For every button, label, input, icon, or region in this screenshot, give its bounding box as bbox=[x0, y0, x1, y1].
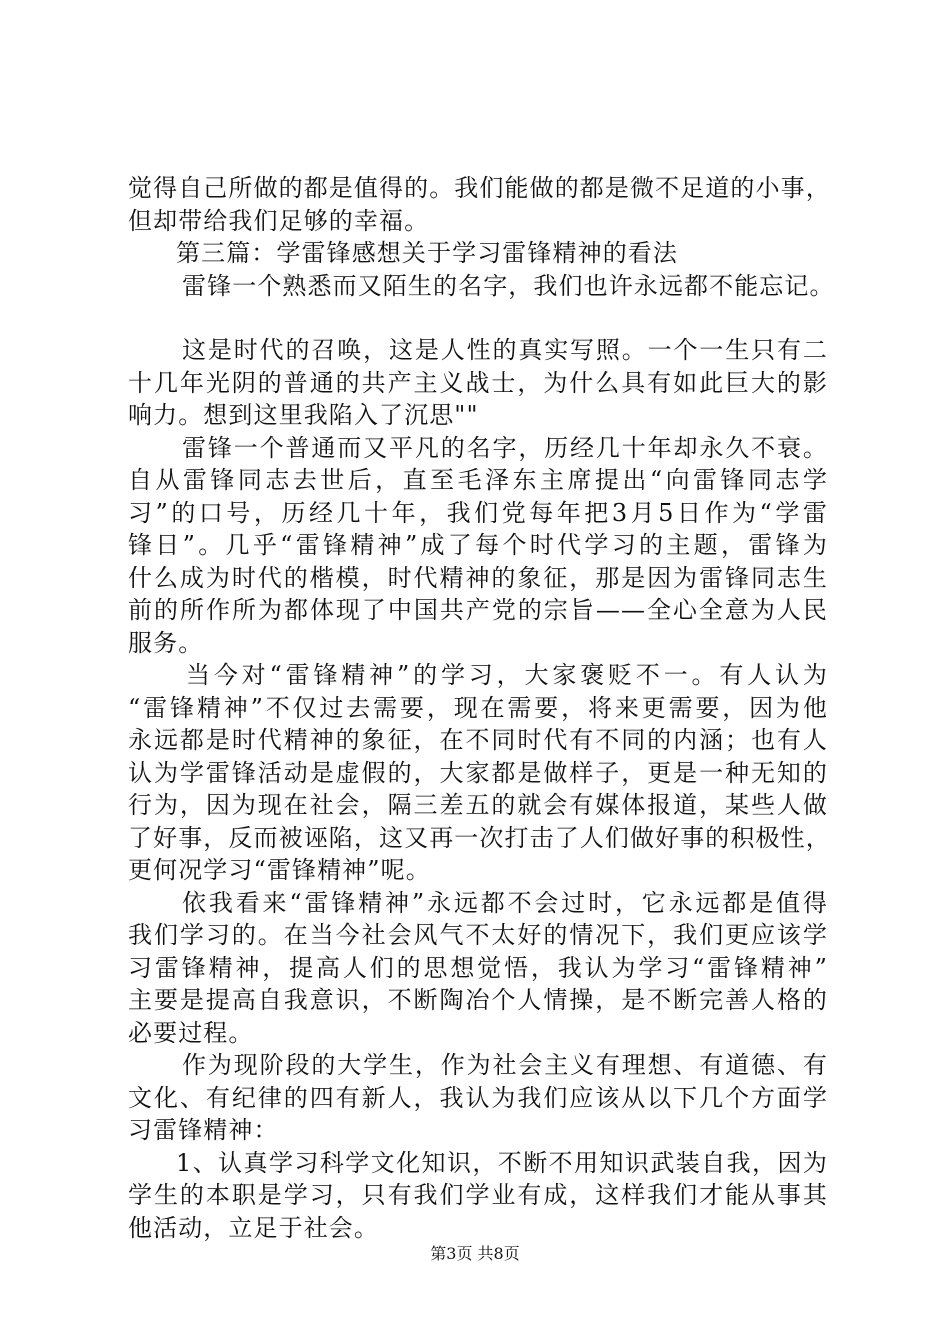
text-line: 响力。想到这里我陷入了沉思"" bbox=[128, 401, 479, 429]
paragraph-intro bbox=[128, 270, 835, 303]
text-line: 我们学习的。在当今社会风气不太好的情况下，我们更应该学 bbox=[128, 921, 828, 949]
text-line: 主要是提高自我意识，不断陶冶个人情操，是不断完善人格的 bbox=[128, 986, 828, 1014]
paragraph bbox=[128, 432, 828, 660]
text-line: 行为，因为现在社会，隔三差五的就会有媒体报道，某些人做 bbox=[128, 791, 828, 819]
text-line: 十几年光阴的普通的共产主义战士，为什么具有如此巨大的影 bbox=[128, 368, 828, 397]
text-line: 锋日”。几乎“雷锋精神”成了每个时代学习的主题，雷锋为 bbox=[128, 531, 828, 559]
text-line: 认为学雷锋活动是虚假的，大家都是做样子，更是一种无知的 bbox=[128, 758, 828, 787]
text-line: 前的所作所为都体现了中国共产党的宗旨——全心全意为人民 bbox=[128, 596, 828, 624]
text-line: 习雷锋精神，提高人们的思想觉悟，我认为学习“雷锋精神” bbox=[128, 953, 828, 982]
text-line: 觉得自己所做的都是值得的。我们能做的都是微不足道的小事， bbox=[128, 174, 831, 202]
text-line: 他活动，立足于社会。 bbox=[128, 1213, 379, 1242]
text-line: 文化、有纪律的四有新人，我认为我们应该从以下几个方面学 bbox=[128, 1083, 828, 1112]
text-line: 这是时代的召唤，这是人性的真实写照。一个一生只有二 bbox=[182, 336, 828, 364]
page-number: 第3页 共8页 bbox=[430, 1244, 520, 1263]
text-line: 雷锋一个熟悉而又陌生的名字，我们也许永远都不能忘记。 bbox=[182, 271, 835, 300]
blank-space bbox=[128, 302, 828, 334]
text-line: 必要过程。 bbox=[128, 1018, 254, 1047]
text-line: 当今对“雷锋精神”的学习，大家褒贬不一。有人认为 bbox=[186, 661, 828, 689]
paragraph bbox=[128, 887, 828, 1050]
text-line: 自从雷锋同志去世后，直至毛泽东主席提出“向雷锋同志学 bbox=[128, 466, 828, 494]
section-heading bbox=[128, 237, 828, 270]
text-line: 但却带给我们足够的幸福。 bbox=[128, 206, 430, 235]
paragraph bbox=[128, 659, 831, 887]
paragraph bbox=[128, 1049, 828, 1147]
text-line: 永远都是时代精神的象征，在不同时代有不同的内涵；也有人 bbox=[128, 726, 828, 754]
text-line: 服务。 bbox=[128, 628, 204, 657]
text-line: 习”的口号，历经几十年，我们党每年把3月5日作为“学雷 bbox=[128, 498, 828, 527]
heading-line: 第三篇：学雷锋感想关于学习雷锋精神的看法 bbox=[176, 239, 678, 267]
text-line: 雷锋一个普通而又平凡的名字，历经几十年却永久不衰。 bbox=[182, 433, 828, 462]
text-line: 了好事，反而被诬陷，这又再一次打击了人们做好事的积极性， bbox=[128, 823, 831, 852]
text-line: 作为现阶段的大学生，作为社会主义有理想、有道德、有 bbox=[182, 1051, 828, 1079]
paragraph bbox=[128, 334, 828, 432]
text-line: 什么成为时代的楷模，时代精神的象征，那是因为雷锋同志生 bbox=[128, 563, 828, 592]
paragraph-continuation bbox=[128, 172, 831, 237]
text-line: 更何况学习“雷锋精神”呢。 bbox=[128, 856, 431, 884]
text-line: 依我看来“雷锋精神”永远都不会过时，它永远都是值得 bbox=[182, 888, 828, 917]
text-line: “雷锋精神”不仅过去需要，现在需要，将来更需要，因为他 bbox=[128, 693, 828, 722]
text-line: 1、认真学习科学文化知识，不断不用知识武装自我，因为 bbox=[176, 1148, 828, 1177]
text-line: 习雷锋精神： bbox=[128, 1116, 279, 1144]
paragraph bbox=[128, 1147, 828, 1245]
text-line: 学生的本职是学习，只有我们学业有成，这样我们才能从事其 bbox=[128, 1181, 828, 1209]
document-body bbox=[128, 172, 835, 1244]
